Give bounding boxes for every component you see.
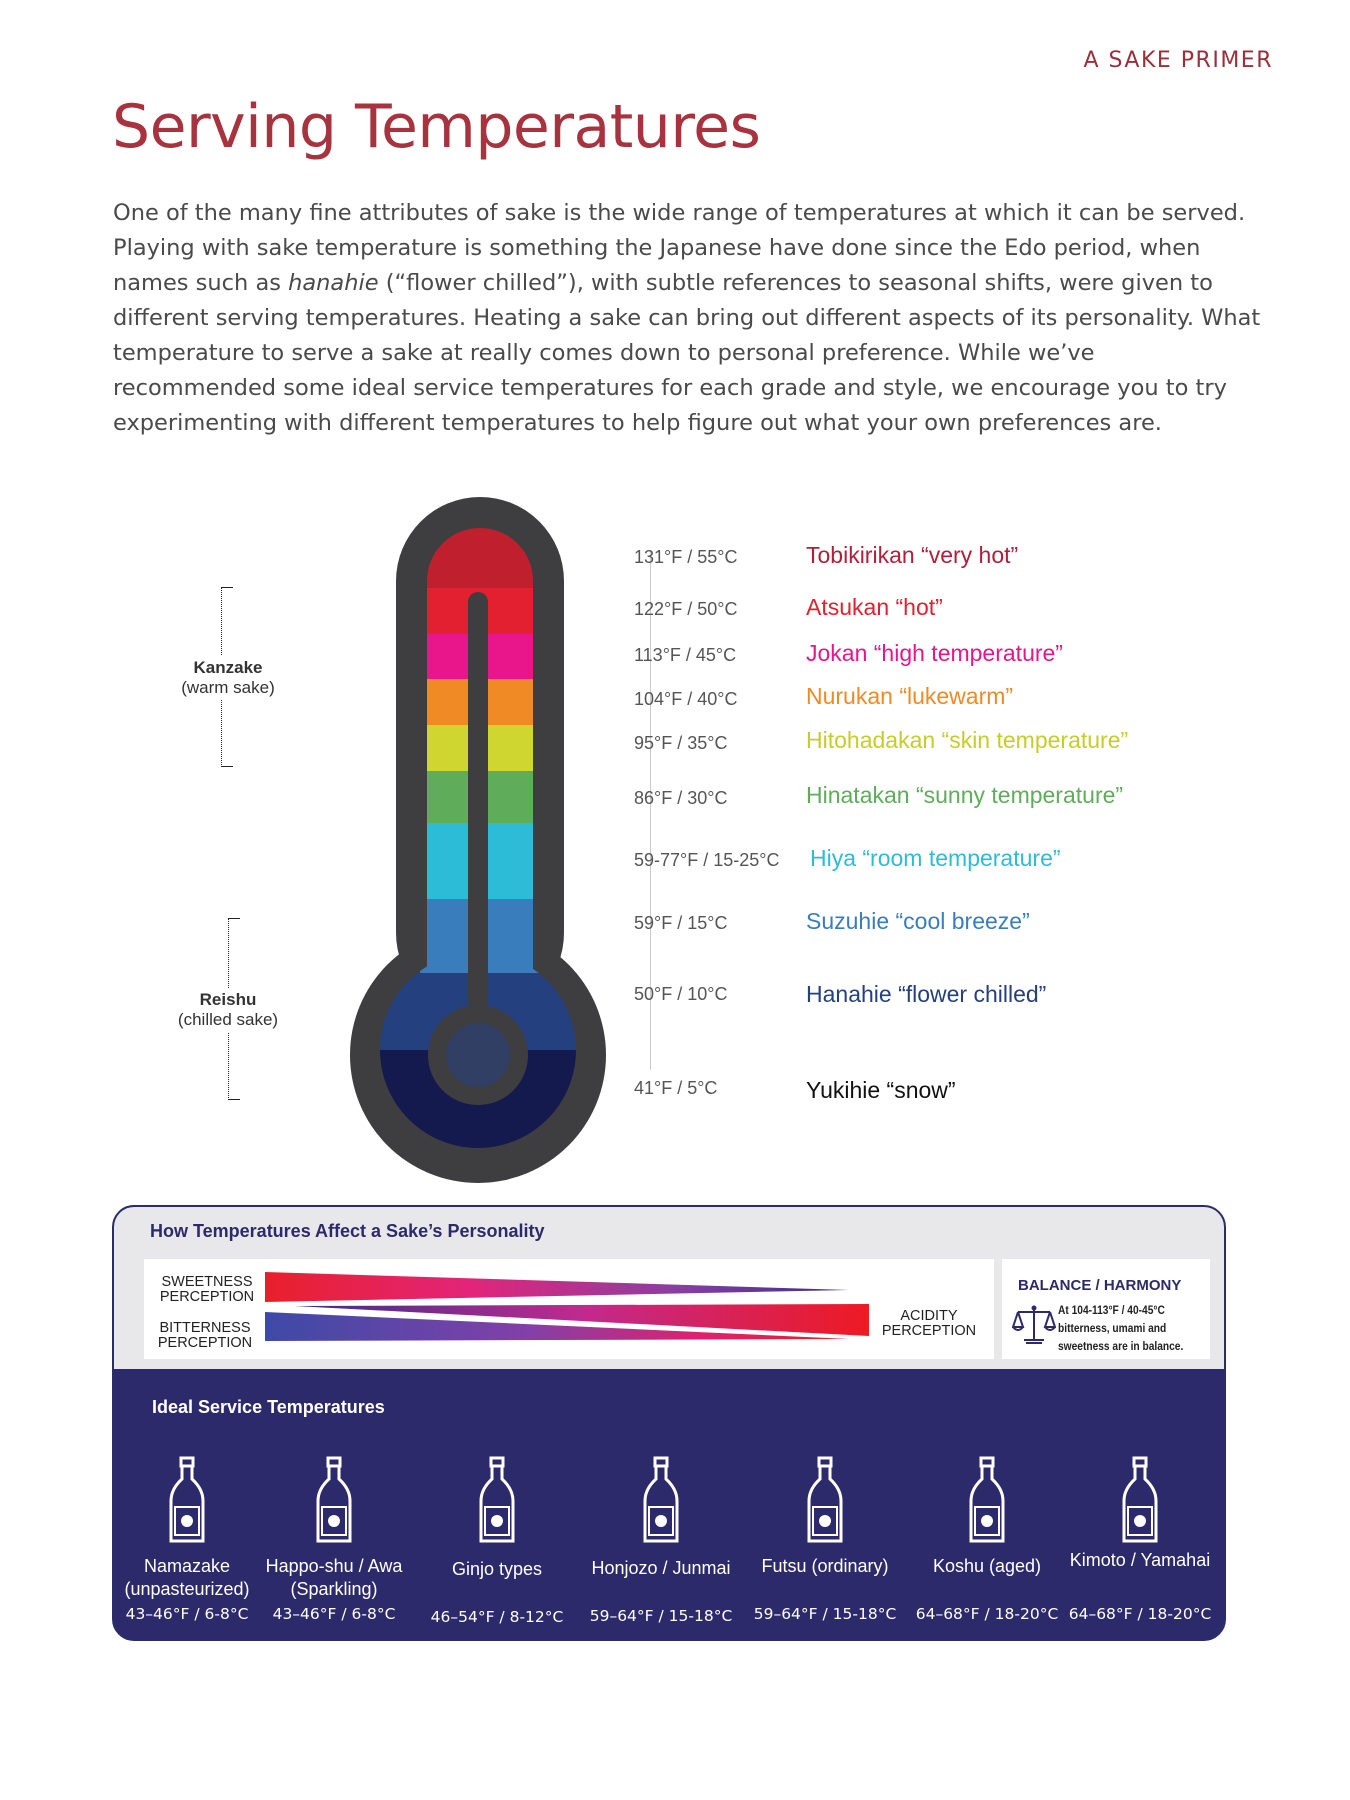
temp-name-7: Hiya “room temperature” [810,845,1061,871]
bottle-name: Namazake (unpasteurized) [124,1556,250,1599]
temp-range-3: 113°F / 45°C [634,645,737,665]
thermometer-graphic [350,495,610,1185]
bottle-name: Happo-shu / Awa (Sparkling) [265,1556,403,1599]
acidity-label [874,1309,984,1339]
personality-panel [112,1205,1226,1641]
reishu-subtitle: (chilled sake) [177,1010,279,1029]
sake-bottle-icon [314,1455,354,1545]
temp-name-5: Hitohadakan “skin temperature” [806,727,1129,753]
bitterness-label-line1: BITTERNESS [159,1320,251,1336]
bottle-name: Futsu (ordinary) [761,1556,889,1576]
bottle-temp: 43–46°F / 6-8°C [272,1605,396,1623]
bottle-name: Honjozo / Junmai [591,1558,731,1578]
temp-range-9: 50°F / 10°C [634,984,728,1004]
temp-name-9: Hanahie “flower chilled” [806,981,1047,1007]
sweetness-label-line1: SWEETNESS [161,1274,253,1290]
temp-range-6: 86°F / 30°C [634,788,728,808]
temp-name-3: Jokan “high temperature” [806,640,1063,666]
sake-bottle-icon [805,1455,845,1545]
panel-title: How Temperatures Affect a Sake’s Personality [150,1221,545,1241]
temp-name-4: Nurukan “lukewarm” [806,683,1014,709]
bottle-item [581,1455,741,1625]
temp-range-10: 41°F / 5°C [634,1078,718,1098]
temp-name-1: Tobikirikan “very hot” [806,542,1019,568]
bitterness-label-line2: PERCEPTION [157,1335,253,1351]
bottle-item [112,1455,267,1623]
perception-chart [144,1259,994,1359]
bottle-temp: 64–68°F / 18-20°C [1068,1605,1212,1623]
bottle-name: Kimoto / Yamahai [1069,1550,1211,1570]
perception-gradients [144,1259,994,1359]
bottle-item [745,1455,905,1623]
acidity-label-line1: ACIDITY [900,1308,958,1324]
sake-bottle-icon [967,1455,1007,1545]
temp-name-2: Atsukan “hot” [806,594,943,620]
balance-box [1002,1259,1210,1359]
personality-section [114,1207,1224,1369]
temp-range-2: 122°F / 50°C [634,599,738,619]
bottle-name: Ginjo types [451,1559,543,1579]
sake-bottle-icon [641,1455,681,1545]
temp-range-4: 104°F / 40°C [634,689,738,709]
ideal-temps-title: Ideal Service Temperatures [152,1397,385,1417]
kanzake-subtitle: (warm sake) [181,678,275,697]
bottle-temp: 43–46°F / 6-8°C [125,1605,249,1623]
bottle-temp: 59–64°F / 15-18°C [753,1605,897,1623]
intro-text-1: One of the many fine attributes of sake is the wide range of temperatures at which it can be served. Playing with sake temperature is something the Japanese have done since the Edo period, when names such as [113,200,1246,296]
sake-bottle-icon [167,1455,207,1545]
page-title: Serving Temperatures [112,92,761,162]
sake-bottle-icon [477,1455,517,1545]
temp-range-1: 131°F / 55°C [634,547,738,567]
intro-italic-term: hanahie [288,270,379,296]
bottle-item [1060,1455,1220,1623]
temp-range-5: 95°F / 35°C [634,733,728,753]
reishu-title: Reishu [199,990,257,1009]
temp-name-6: Hinatakan “sunny temperature” [806,782,1124,808]
temp-range-7: 59-77°F / 15-25°C [634,850,780,870]
intro-text-2: (“flower chilled”), with subtle references to seasonal shifts, were given to different serving temperatures. Heating a sake can bring out different aspects of its personality. What temperature to serve a sake at really comes down to personal preference. While we’ve recommended some ideal service temperatures for each grade and style, we encourage you to try experimenting with different temperatures to help figure out what your own preferences are. [113,270,1261,436]
bottle-item [254,1455,414,1623]
balance-scale-icon [1012,1303,1056,1345]
reishu-label [158,988,298,1032]
bottle-temp: 64–68°F / 18-20°C [915,1605,1059,1623]
sweetness-label-line2: PERCEPTION [159,1289,255,1305]
kanzake-title: Kanzake [193,658,263,677]
kanzake-label [158,656,298,700]
sake-bottle-icon [1120,1455,1160,1545]
bottle-name: Koshu (aged) [932,1556,1042,1576]
balance-text: At 104-113°F / 40-45°C bitterness, umami and sweetness are in balance. [1058,1303,1184,1353]
temp-name-8: Suzuhie “cool breeze” [806,908,1030,934]
acidity-label-line2: PERCEPTION [881,1323,977,1339]
balance-title: BALANCE / HARMONY [1018,1277,1182,1294]
bottle-item [907,1455,1067,1623]
bottle-temp: 46–54°F / 8-12°C [430,1608,564,1626]
temp-name-10: Yukihie “snow” [806,1077,956,1103]
section-header: A SAKE PRIMER [1083,48,1273,73]
intro-paragraph [113,196,1263,441]
bottle-temp: 59–64°F / 15-18°C [589,1607,733,1625]
bottle-item [417,1455,577,1626]
temp-range-8: 59°F / 15°C [634,913,728,933]
